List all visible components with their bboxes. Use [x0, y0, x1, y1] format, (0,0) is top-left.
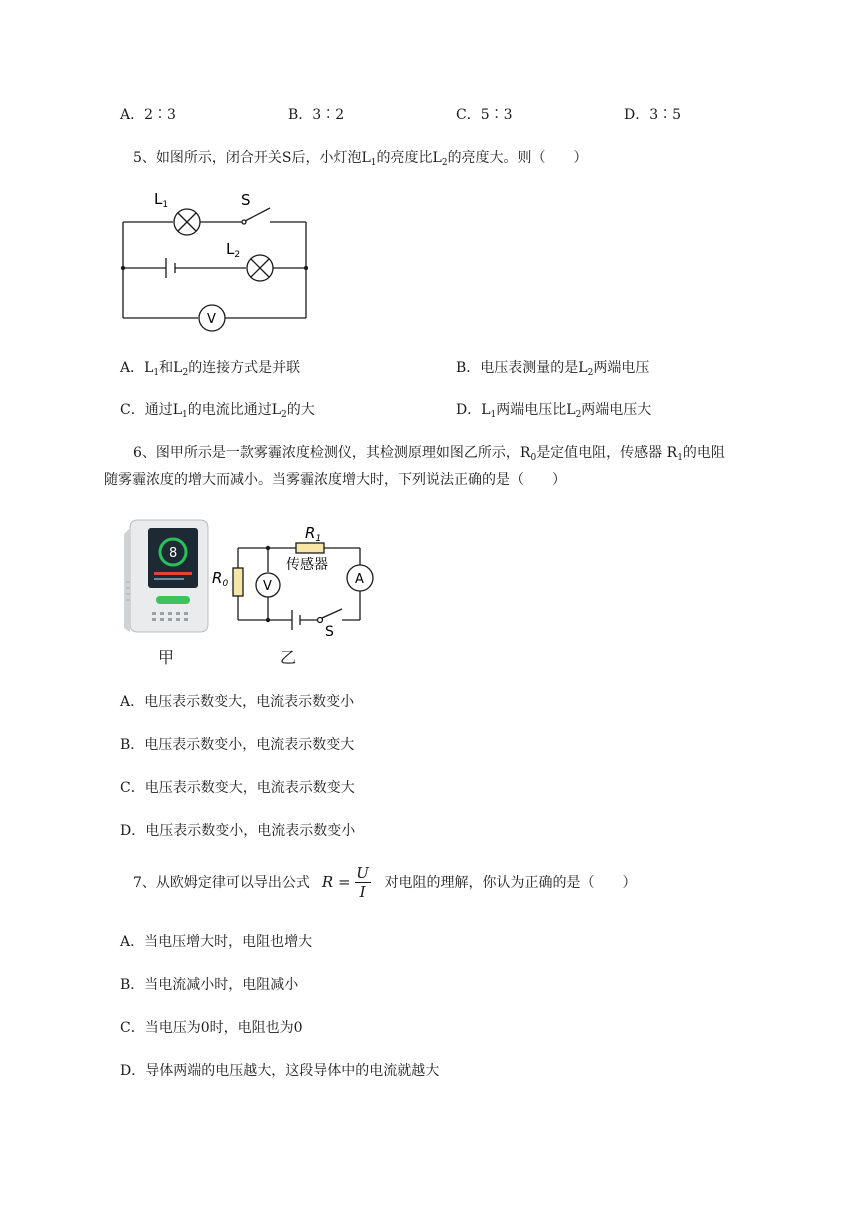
caption-yi: 乙	[280, 648, 297, 667]
q6-option-d: D．电压表示数变小，电流表示数变小	[120, 823, 356, 839]
q6-option-c: C．电压表示数变大，电流表示数变大	[120, 780, 355, 796]
q4-option-b: B．3∶2	[288, 107, 345, 123]
q7-option-a: A．当电压增大时，电阻也增大	[120, 934, 313, 950]
q5-option-a: A．$L_1$和$L_2$的连接方式是并联	[120, 360, 301, 378]
question-6-stem-line2: 随雾霾浓度的增大而减小。当雾霾浓度增大时，下列说法正确的是（ ）	[104, 472, 566, 488]
q4-option-c: C．5∶3	[456, 107, 513, 123]
question-6-stem-line1: 6、图甲所示是一款雾霾浓度检测仪，其检测原理如图乙所示，$R_0$是定值电阻，传感器 $R_1$的电阻	[133, 445, 725, 463]
q5-option-c: C．通过$L_1$的电流比通过$L_2$的大	[120, 402, 315, 420]
question-5-circuit-diagram	[110, 182, 320, 334]
ammeter-label: A	[355, 572, 364, 587]
q7-option-c: C．当电压为0时，电阻也为0	[120, 1020, 303, 1036]
q7-option-d: D．导体两端的电压越大，这段导体中的电流就越大	[120, 1063, 440, 1079]
label-l1: $L_1$	[154, 190, 169, 210]
q4-option-a: A．2∶3	[120, 107, 176, 123]
voltmeter-label: V	[207, 312, 216, 327]
q6-option-b: B．电压表示数变小，电流表示数变大	[120, 737, 355, 753]
voltmeter-label: V	[263, 579, 272, 594]
ohm-formula: R = $\frac{U}{I}$	[321, 864, 369, 901]
q7-option-b: B．当电流减小时，电阻减小	[120, 977, 299, 993]
q4-option-d: D．3∶5	[624, 107, 682, 123]
q5-option-d: D．$L_1$两端电压比$L_2$两端电压大	[456, 402, 652, 420]
question-6-figure	[120, 512, 395, 672]
label-sensor: 传感器	[286, 557, 328, 573]
label-l2: $L_2$	[226, 240, 241, 260]
svg-text:8: 8	[169, 546, 178, 561]
label-r1: $R_1$	[305, 524, 322, 544]
q6-option-a: A．电压表示数变大，电流表示数变小	[120, 694, 355, 710]
question-7-stem: 7、从欧姆定律可以导出公式 R = $\frac{U}{I}$ 对电阻的理解，你认为正确的是（ ）	[133, 864, 637, 901]
smog-detector-device	[124, 520, 208, 632]
label-switch-s: S	[241, 191, 251, 209]
question-5-stem: 5、如图所示，闭合开关S后，小灯泡$L_1$的亮度比$L_2$的亮度大。则（ ）	[133, 150, 588, 168]
caption-jia: 甲	[158, 648, 175, 667]
label-switch-s: S	[325, 624, 334, 640]
q5-option-b: B．电压表测量的是$L_2$两端电压	[456, 360, 650, 378]
label-r0: $R_0$	[212, 569, 229, 589]
